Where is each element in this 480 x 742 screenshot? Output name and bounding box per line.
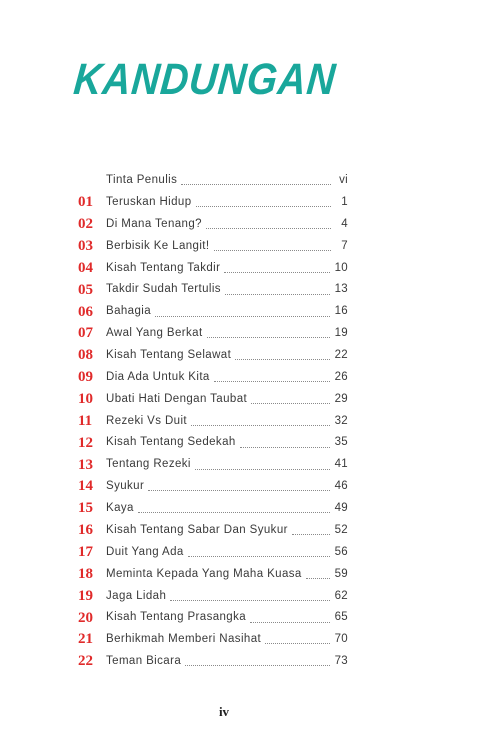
toc-entry-title: Bahagia [106, 305, 152, 318]
toc-entry-page: 4 [341, 217, 348, 230]
toc-entry-page: 16 [334, 305, 348, 318]
toc-entry [78, 585, 348, 607]
toc-entry [78, 432, 348, 454]
toc-entry-page: 29 [334, 392, 348, 405]
toc-entry-title: Teman Bicara [106, 655, 182, 668]
toc-entry [78, 170, 348, 192]
toc-entry-title: Kisah Tentang Takdir [106, 261, 221, 274]
toc-dot-leader [170, 600, 329, 601]
toc-entry-page: 49 [334, 502, 348, 515]
toc-entry-number: 10 [78, 391, 93, 408]
toc-entry [78, 323, 348, 345]
toc-entry [78, 498, 348, 520]
toc-entry-page: 65 [334, 611, 348, 624]
toc-entry [78, 192, 348, 214]
toc-dot-leader [188, 556, 330, 557]
toc-entry-number: 17 [78, 544, 93, 561]
toc-entry-number: 19 [78, 587, 93, 604]
toc-entry [78, 651, 348, 673]
toc-entry-page: 70 [334, 633, 348, 646]
toc-entry-page: 46 [334, 480, 348, 493]
toc-dot-leader [196, 206, 331, 207]
toc-entry-page: 62 [334, 589, 348, 602]
toc-entry-title: Di Mana Tenang? [106, 217, 202, 230]
toc-entry-page: 52 [334, 523, 348, 536]
toc-dot-leader [214, 250, 332, 251]
toc-entry-title: Berbisik Ke Langit! [106, 239, 210, 252]
toc-entry [78, 367, 348, 389]
toc-entry-number: 04 [78, 259, 93, 276]
toc-dot-leader [138, 512, 330, 513]
toc-entry [78, 520, 348, 542]
toc-entry-number: 21 [78, 631, 93, 648]
toc-dot-leader [224, 272, 329, 273]
page-number: iv [218, 704, 230, 719]
toc-entry-title: Awal Yang Berkat [106, 327, 203, 340]
toc-entry [78, 410, 348, 432]
toc-entry-number: 01 [78, 194, 93, 211]
toc-entry [78, 629, 348, 651]
toc-dot-leader [250, 622, 330, 623]
toc-entry-number: 05 [78, 281, 93, 298]
toc-entry-page: 26 [334, 370, 348, 383]
toc-entry [78, 279, 348, 301]
toc-dot-leader [265, 643, 330, 644]
toc-entry-number: 08 [78, 347, 93, 364]
toc-entry-page: 35 [334, 436, 348, 449]
toc-entry-number: 09 [78, 369, 93, 386]
page-title: KANDUNGAN [71, 55, 339, 104]
toc-entry-title: Tinta Penulis [106, 174, 178, 187]
toc-entry-number: 12 [78, 434, 93, 451]
toc-entry-number: 06 [78, 303, 93, 320]
toc-entry-number: 07 [78, 325, 93, 342]
toc-entry-title: Berhikmah Memberi Nasihat [106, 633, 262, 646]
toc-entry-number: 16 [78, 522, 93, 539]
toc-entry-page: 1 [341, 196, 348, 209]
toc-entry-page: 59 [334, 567, 348, 580]
toc-dot-leader [191, 425, 330, 426]
toc-entry-title: Tentang Rezeki [106, 458, 191, 471]
toc-entry-title: Takdir Sudah Tertulis [106, 283, 221, 296]
toc-entry-title: Kisah Tentang Sabar Dan Syukur [106, 523, 288, 536]
toc-dot-leader [181, 184, 331, 185]
toc-dot-leader [306, 578, 330, 579]
toc-dot-leader [207, 337, 330, 338]
toc-entry-page: 56 [334, 545, 348, 558]
toc-dot-leader [235, 359, 329, 360]
toc-entry [78, 389, 348, 411]
toc-entry [78, 607, 348, 629]
toc-entry-page: 19 [334, 327, 348, 340]
toc-entry [78, 542, 348, 564]
toc-entry [78, 236, 348, 258]
toc-dot-leader [148, 490, 329, 491]
toc-dot-leader [185, 665, 329, 666]
toc-entry-number: 22 [78, 653, 93, 670]
toc-entry-title: Kisah Tentang Sedekah [106, 436, 236, 449]
table-of-contents [78, 170, 348, 673]
toc-dot-leader [240, 447, 330, 448]
toc-entry-page: 73 [334, 655, 348, 668]
toc-entry-page: 7 [341, 239, 348, 252]
toc-dot-leader [214, 381, 330, 382]
toc-entry-number: 02 [78, 216, 93, 233]
toc-entry-title: Teruskan Hidup [106, 196, 192, 209]
toc-entry [78, 214, 348, 236]
toc-entry-number: 14 [78, 478, 93, 495]
toc-entry [78, 301, 348, 323]
toc-dot-leader [225, 294, 330, 295]
toc-entry-number: 18 [78, 565, 93, 582]
toc-entry-page: 13 [334, 283, 348, 296]
toc-entry-title: Kisah Tentang Selawat [106, 349, 232, 362]
toc-entry-title: Kisah Tentang Prasangka [106, 611, 247, 624]
toc-entry-title: Jaga Lidah [106, 589, 167, 602]
toc-entry-number: 20 [78, 609, 93, 626]
toc-dot-leader [206, 228, 331, 229]
toc-entry-page: vi [339, 174, 348, 187]
toc-entry [78, 345, 348, 367]
toc-entry-title: Kaya [106, 502, 134, 515]
toc-dot-leader [155, 316, 330, 317]
toc-entry-title: Syukur [106, 480, 145, 493]
toc-entry-title: Duit Yang Ada [106, 545, 184, 558]
toc-entry-number: 15 [78, 500, 93, 517]
toc-entry-title: Ubati Hati Dengan Taubat [106, 392, 248, 405]
toc-entry-number: 13 [78, 456, 93, 473]
toc-dot-leader [251, 403, 330, 404]
toc-dot-leader [292, 534, 330, 535]
toc-entry-title: Dia Ada Untuk Kita [106, 370, 210, 383]
toc-entry [78, 454, 348, 476]
toc-entry [78, 563, 348, 585]
toc-dot-leader [195, 469, 330, 470]
toc-entry-page: 32 [334, 414, 348, 427]
toc-entry-page: 41 [334, 458, 348, 471]
toc-entry-title: Rezeki Vs Duit [106, 414, 188, 427]
toc-entry-number: 11 [78, 412, 93, 429]
toc-entry-number: 03 [78, 238, 93, 254]
toc-entry-title: Meminta Kepada Yang Maha Kuasa [106, 567, 302, 580]
toc-entry-page: 10 [334, 261, 348, 274]
toc-entry [78, 257, 348, 279]
toc-entry-page: 22 [334, 349, 348, 362]
toc-entry [78, 476, 348, 498]
